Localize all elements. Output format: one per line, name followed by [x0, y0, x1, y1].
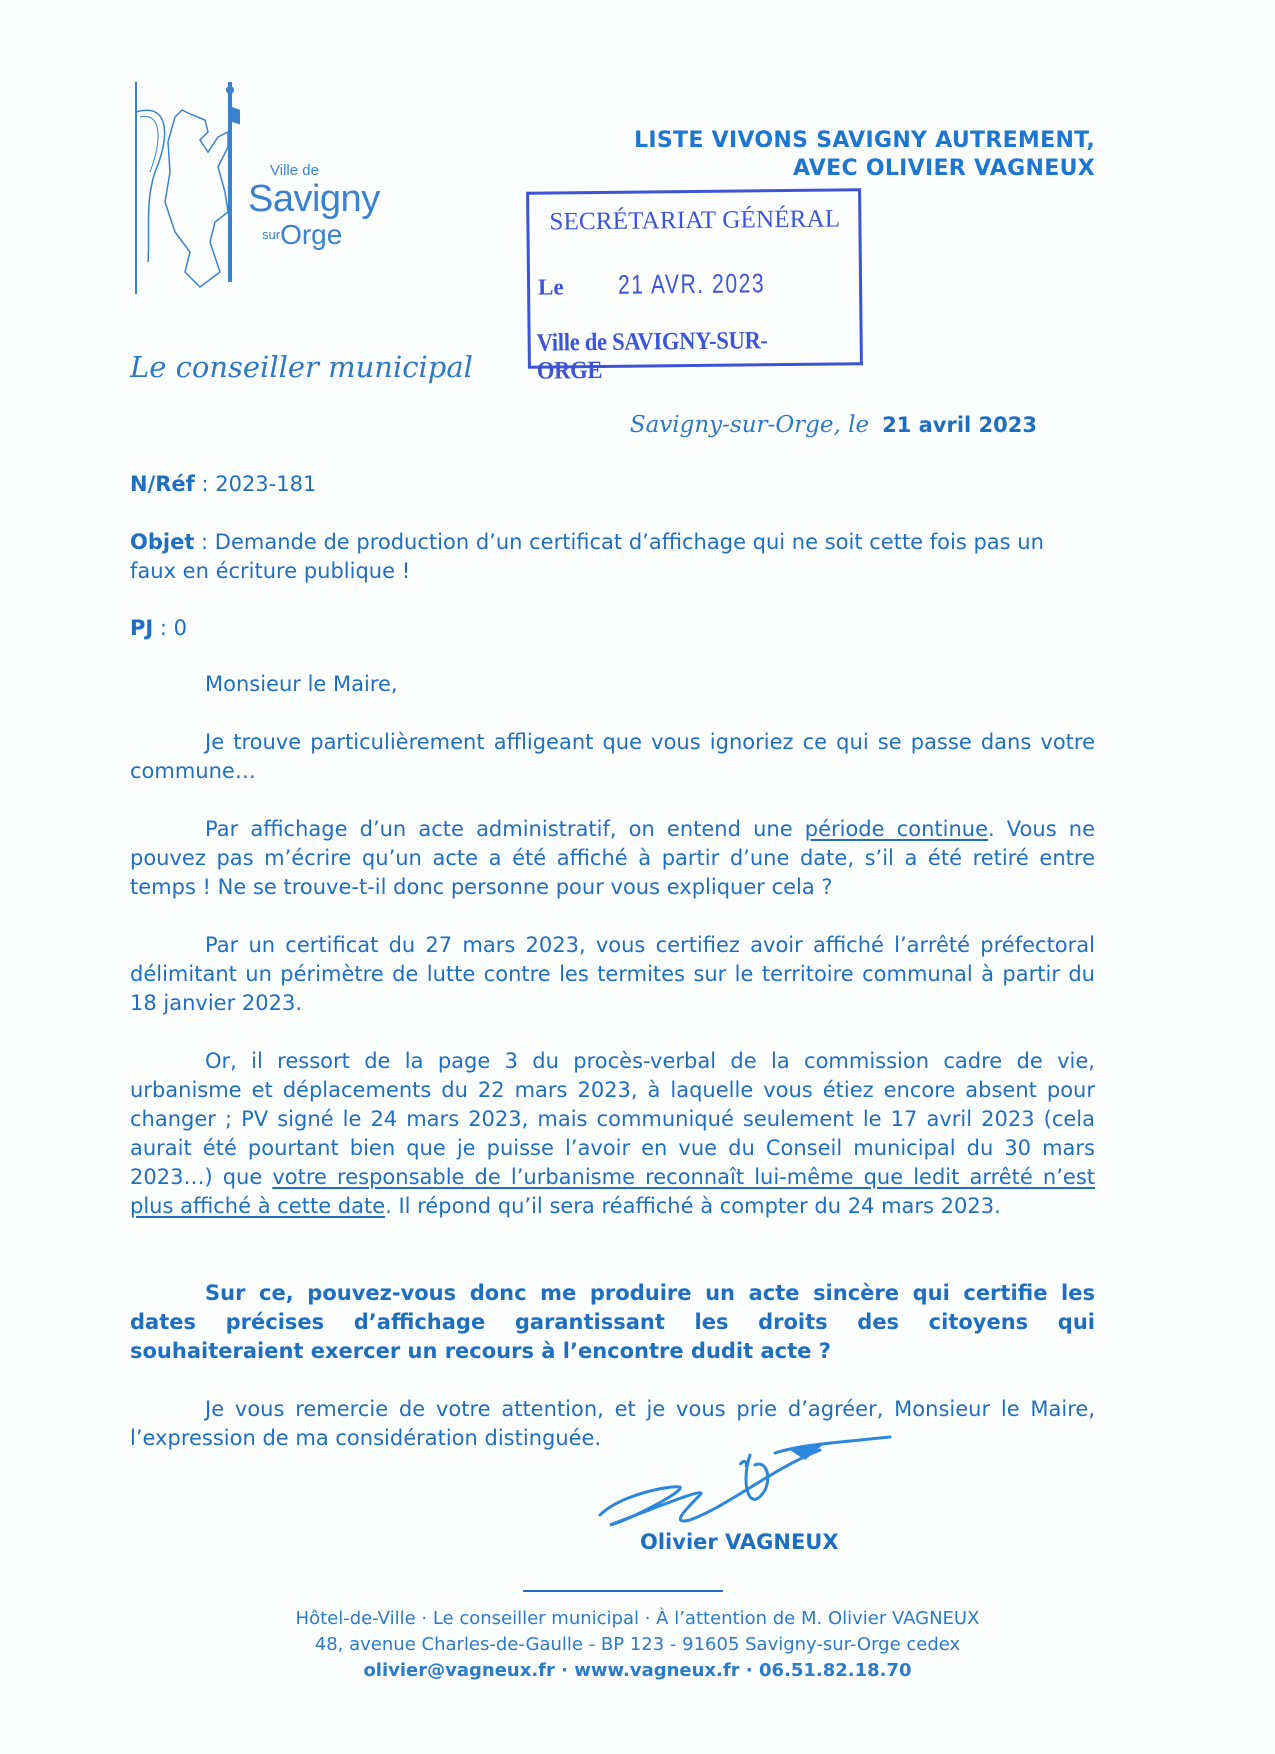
footer-line-2: 48, avenue Charles-de-Gaulle - BP 123 - 91605 Savigny-sur-Orge cedex: [314, 1634, 961, 1655]
handwritten-signature-icon: [590, 1425, 910, 1535]
signer-name: Olivier VAGNEUX: [640, 1530, 839, 1554]
paragraph-3-text: Par un certificat du 27 mars 2023, vous certifiez avoir affiché l’arrêté préfectoral délimitant un périmètre de lutte contre les termites sur le territoire communal à partir du 18 janvier 2023.: [130, 933, 1095, 1015]
paragraph-2: [130, 815, 1095, 902]
attachments-label: PJ: [130, 616, 154, 640]
date-line: [630, 412, 1037, 438]
city-logo: [130, 82, 380, 297]
footer-divider: [523, 1590, 723, 1592]
logo-sur: sur: [262, 227, 281, 242]
paragraph-3: [130, 931, 1095, 1018]
stamp-le-label: Le: [537, 274, 564, 300]
paragraph-6-text: Je vous remercie de votre attention, et je vous prie d’agréer, Monsieur le Maire, l’expression de ma considération distinguée.: [130, 1397, 1095, 1450]
attachments-value: : 0: [153, 616, 188, 640]
letterhead-line-1: LISTE VIVONS SAVIGNY AUTREMENT,: [634, 128, 1095, 153]
subject-label: Objet: [130, 530, 195, 554]
salutation: [130, 670, 1095, 699]
reference-label: N/Réf: [130, 472, 195, 496]
subject-value: : Demande de production d’un certificat d’affichage qui ne soit cette fois pas un faux en écriture publique !: [130, 530, 1044, 583]
paragraph-5-request: [130, 1279, 1095, 1366]
paragraph-4-underlined: votre responsable de l’urbanisme reconnaît lui-même que ledit arrêté n’est plus affiché à cette date: [130, 1165, 1095, 1218]
reference-line: [130, 472, 316, 496]
logo-savigny: Savigny: [248, 178, 380, 220]
footer-contact[interactable]: olivier@vagneux.fr · www.vagneux.fr · 06.51.82.18.70: [363, 1660, 912, 1681]
reference-value: : 2023-181: [194, 472, 317, 496]
sender-role: Le conseiller municipal: [130, 350, 473, 384]
paragraph-2-part-a: Par affichage d’un acte administratif, on entend une: [205, 817, 805, 841]
paragraph-2-underlined: période continue: [804, 817, 988, 841]
received-stamp: [526, 188, 863, 385]
paragraph-1-text: Je trouve particulièrement affligeant que vous ignoriez ce qui se passe dans votre commune…: [130, 730, 1095, 783]
stamp-title: SECRÉTARIAT GÉNÉRAL: [549, 205, 841, 236]
paragraph-4-part-b: . Il répond qu’il sera réaffiché à compter du 24 mars 2023.: [385, 1194, 1001, 1218]
date-value: 21 avril 2023: [882, 413, 1037, 437]
lion-rampant-with-banner-icon: [130, 82, 240, 297]
subject-line: [130, 528, 1095, 586]
paragraph-4: [130, 1047, 1095, 1221]
logo-wordmark: [248, 162, 380, 251]
stamp-city: Ville de SAVIGNY-SUR-ORGE: [536, 327, 768, 385]
logo-orge: Orge: [280, 219, 343, 250]
footer: [0, 1606, 1275, 1684]
letterhead-title: [634, 127, 1095, 183]
date-place: Savigny-sur-Orge, le: [629, 412, 870, 438]
paragraph-4-text: [130, 1047, 1095, 1221]
stamp-date: 21 AVR. 2023: [617, 268, 766, 300]
footer-line-1: Hôtel-de-Ville · Le conseiller municipal · À l’attention de M. Olivier VAGNEUX: [295, 1608, 980, 1629]
salutation-text: Monsieur le Maire,: [205, 672, 398, 696]
paragraph-5-text: Sur ce, pouvez-vous donc me produire un acte sincère qui certifie les dates précises d’affichage garantissant les droits des citoyens qui souhaiteraient exercer un recours à l’encontre dudit acte ?: [130, 1281, 1095, 1363]
logo-ville-de: Ville de: [270, 162, 319, 179]
paragraph-4-part-a: Or, il ressort de la page 3 du procès-verbal de la commission cadre de vie, urbanisme et déplacements du 22 mars 2023, à laquelle vous étiez encore absent pour changer ; PV signé le 24 mars 2023, mais communiqué seulement le 17 avril 2023 (cela aurait été pourtant bien que je puisse l’avoir en vue du Conseil municipal du 30 mars 2023…) que: [130, 1049, 1095, 1189]
paragraph-2-text: [130, 815, 1095, 902]
paragraph-1: [130, 728, 1095, 786]
paragraph-2-part-b: . Vous ne pouvez pas m’écrire qu’un acte a été affiché à partir d’une date, s’il a été retiré entre temps ! Ne se trouve-t-il donc personne pour vous expliquer cela ?: [130, 817, 1095, 899]
attachments-line: [130, 616, 187, 640]
letterhead-line-2: AVEC OLIVIER VAGNEUX: [792, 156, 1095, 181]
